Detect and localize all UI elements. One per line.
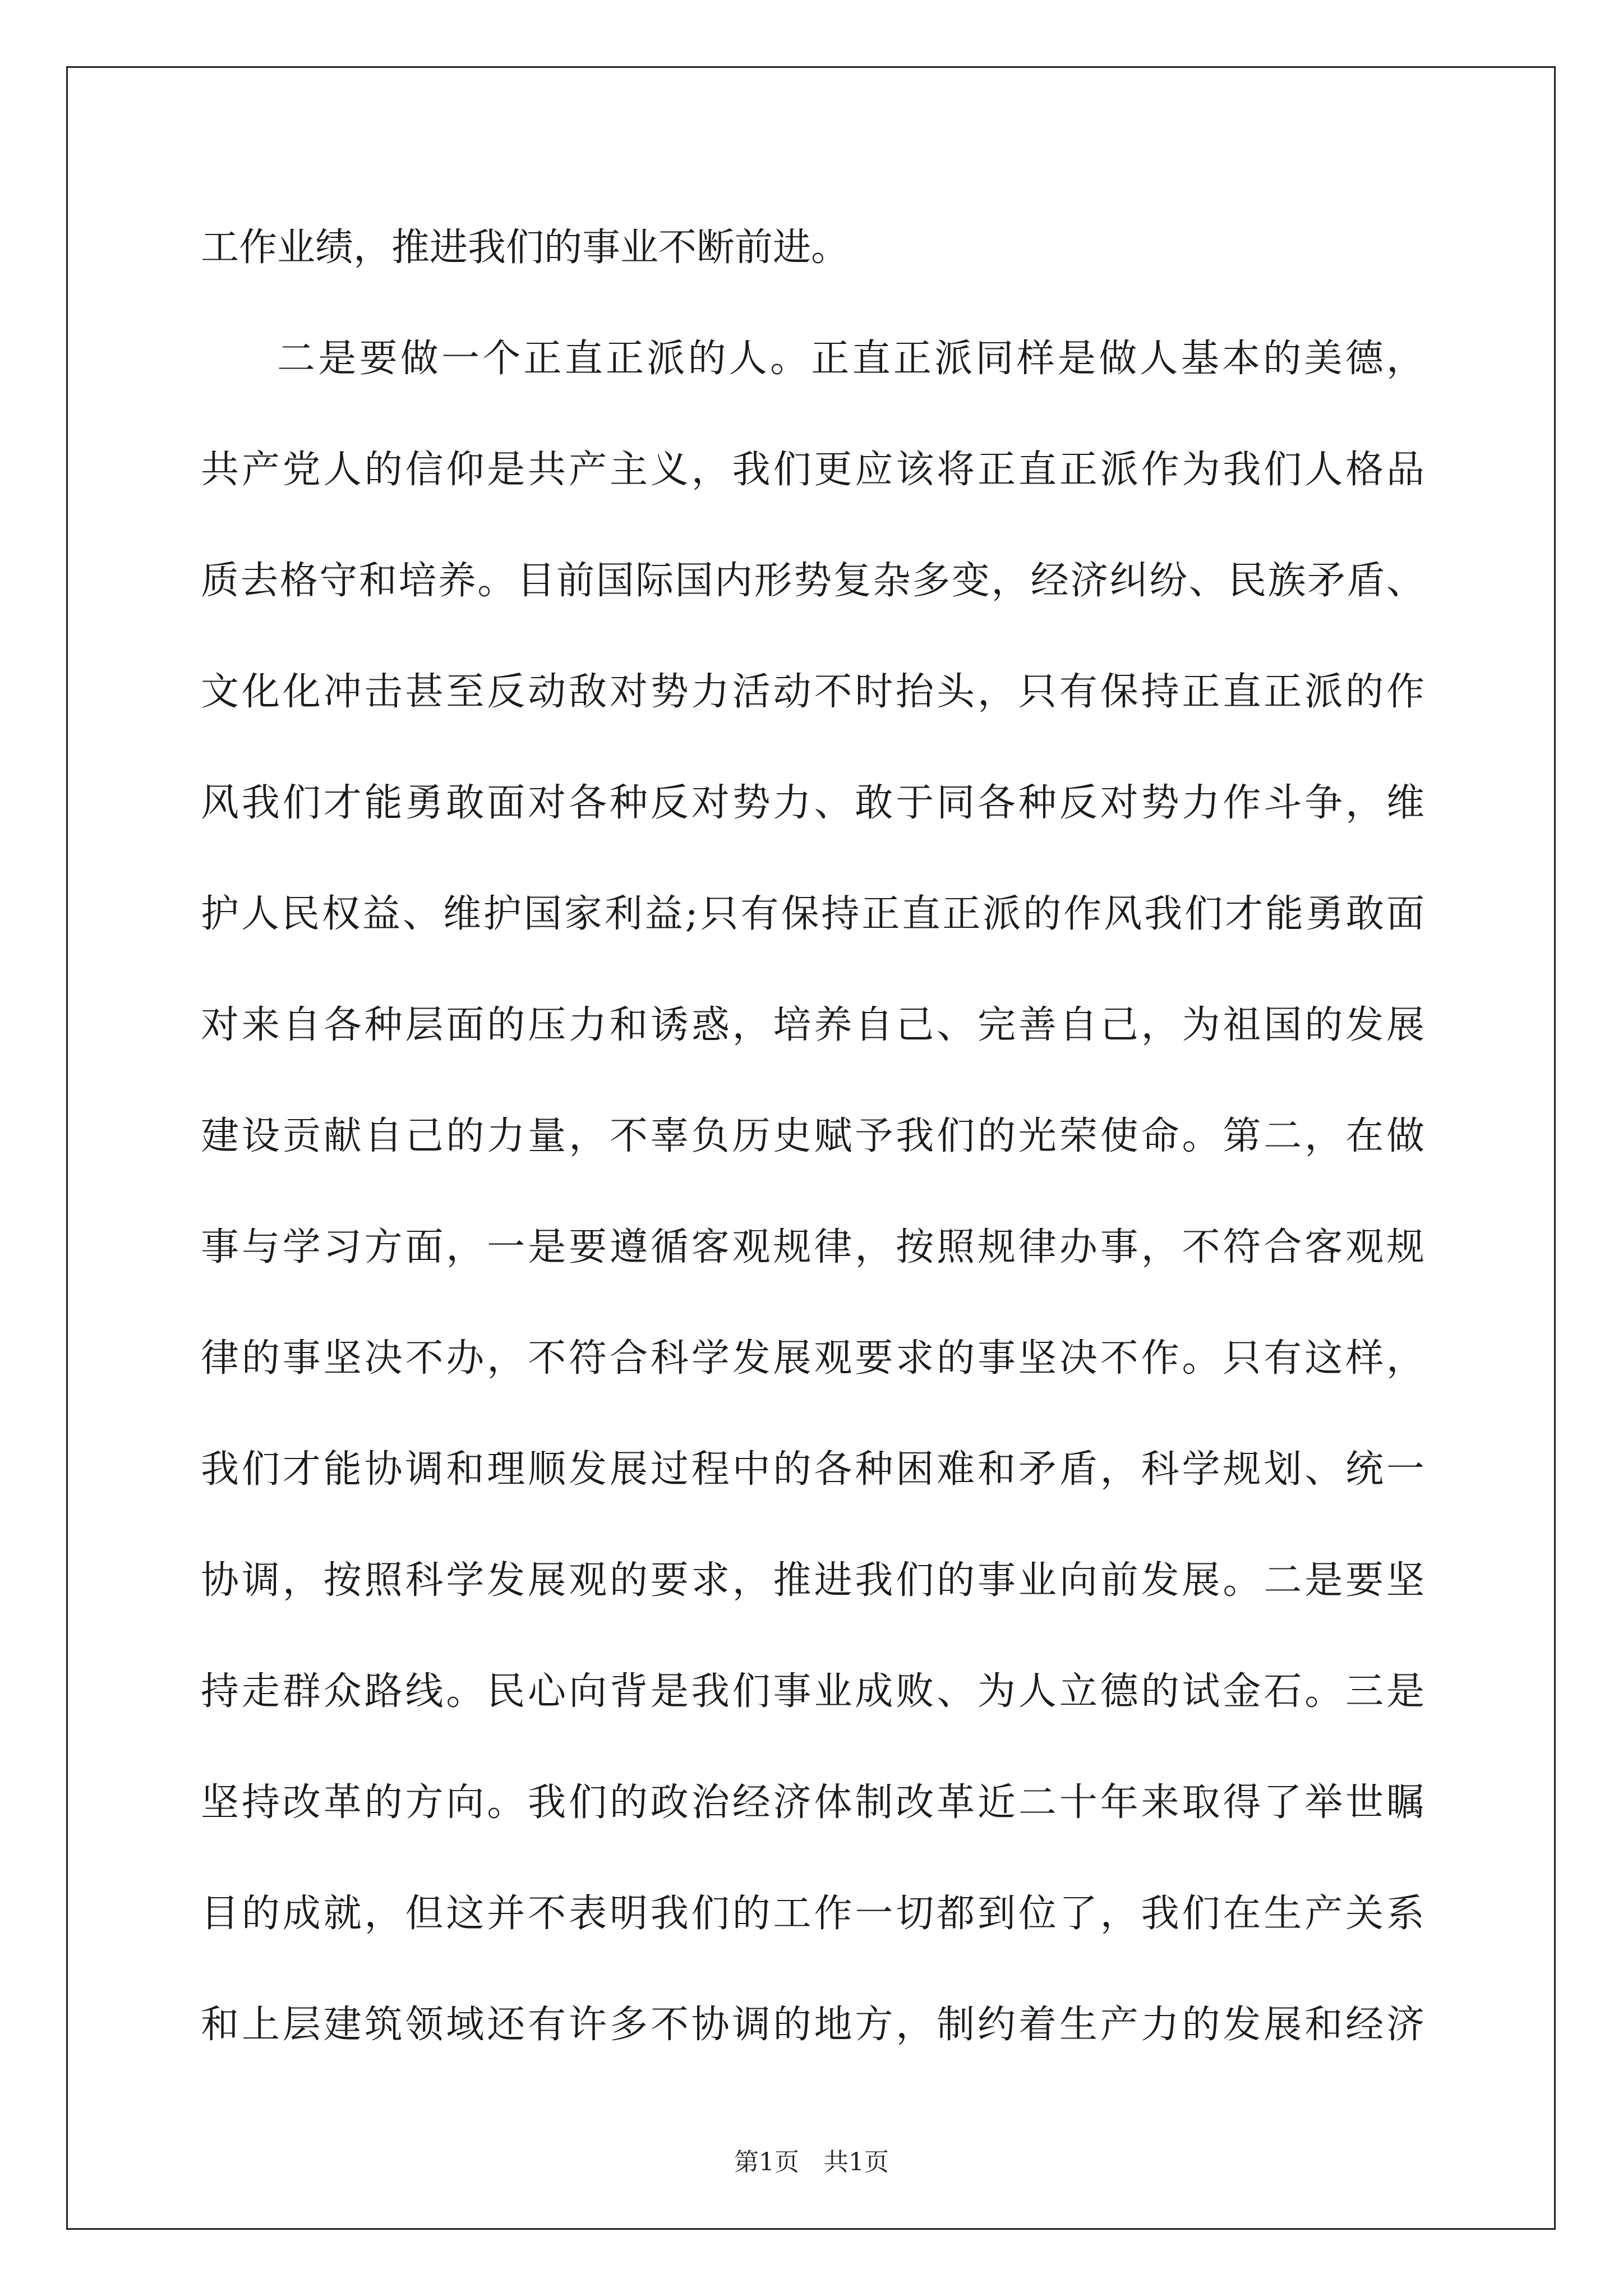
text-line: 协调，按照科学发展观的要求，推进我们的事业向前发展。二是要坚 <box>201 1558 1424 1603</box>
text-line: 二是要做一个正直正派的人。正直正派同样是做人基本的美德， <box>277 337 1424 381</box>
text-line: 文化化冲击甚至反动敌对势力活动不时抬头，只有保持正直正派的作 <box>201 670 1424 714</box>
text-line: 工作业绩，推进我们的事业不断前进。 <box>201 226 850 270</box>
text-line: 坚持改革的方向。我们的政治经济体制改革近二十年来取得了举世瞩 <box>201 1780 1424 1825</box>
text-line: 建设贡献自己的力量，不辜负历史赋予我们的光荣使命。第二，在做 <box>201 1114 1424 1158</box>
page-footer <box>0 2142 1623 2178</box>
text-line: 律的事坚决不办，不符合科学发展观要求的事坚决不作。只有这样， <box>201 1336 1424 1381</box>
text-line: 目的成就，但这并不表明我们的工作一切都到位了，我们在生产关系 <box>201 1892 1424 1936</box>
text-line: 共产党人的信仰是共产主义，我们更应该将正直正派作为我们人格品 <box>201 448 1424 492</box>
text-line: 护人民权益、维护国家利益;只有保持正直正派的作风我们才能勇敢面 <box>201 892 1424 936</box>
page-number-total: 共1页 <box>824 2148 889 2177</box>
text-line: 和上层建筑领域还有许多不协调的地方，制约着生产力的发展和经济 <box>201 2003 1424 2047</box>
text-line: 事与学习方面，一是要遵循客观规律，按照规律办事，不符合客观规 <box>201 1225 1424 1269</box>
text-line: 持走群众路线。民心向背是我们事业成败、为人立德的试金石。三是 <box>201 1669 1424 1714</box>
text-line: 我们才能协调和理顺发展过程中的各种困难和矛盾，科学规划、统一 <box>201 1447 1424 1492</box>
text-line: 风我们才能勇敢面对各种反对势力、敢于同各种反对势力作斗争，维 <box>201 781 1424 825</box>
page-number-current: 第1页 <box>734 2148 799 2177</box>
text-line: 对来自各种层面的压力和诱惑，培养自己、完善自己，为祖国的发展 <box>201 1003 1424 1047</box>
text-line: 质去格守和培养。目前国际国内形势复杂多变，经济纠纷、民族矛盾、 <box>201 559 1424 603</box>
document-body <box>201 214 1424 2102</box>
